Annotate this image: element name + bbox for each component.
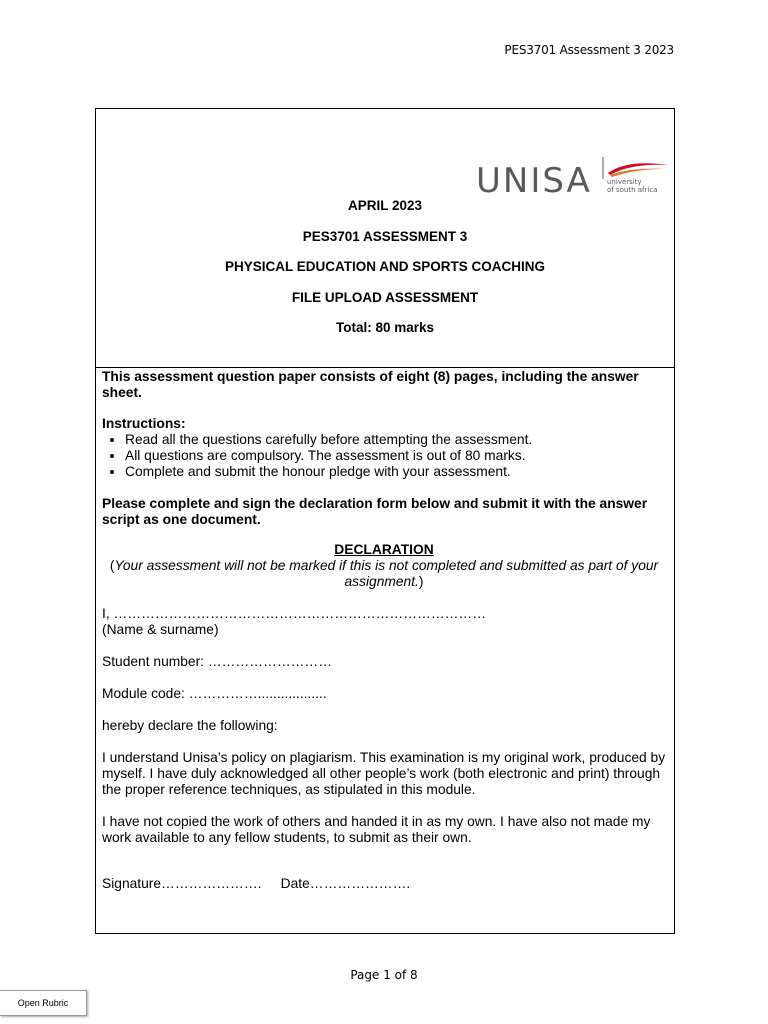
instructions-list xyxy=(102,432,666,480)
instruction-item: • All questions are compulsory. The assessment is out of 80 marks. xyxy=(125,448,666,464)
hereby-declare-text: hereby declare the following: xyxy=(102,718,278,733)
assessment-code: PES3701 ASSESSMENT 3 xyxy=(302,228,468,244)
declaration-note: (Your assessment will not be marked if this is not completed and submitted as part of your assignment.) xyxy=(109,558,659,589)
plagiarism-paragraph: I understand Unisa’s policy on plagiarism. This examination is my original work, produced by myself. I have duly acknowledged all other people’s work (both electronic and print) through the proper reference techniques, as stipulated in this module. xyxy=(102,750,666,797)
page-number: Page 1 of 8 xyxy=(350,968,418,982)
exam-date: APRIL 2023 xyxy=(347,198,423,213)
assessment-type: FILE UPLOAD ASSESSMENT xyxy=(291,289,479,305)
course-title: PHYSICAL EDUCATION AND SPORTS COACHING xyxy=(224,259,546,274)
section-divider xyxy=(96,367,674,368)
instruction-item: • Read all the questions carefully before attempting the assessment. xyxy=(125,432,666,448)
declaration-heading-row xyxy=(102,542,666,558)
instructions-heading: Instructions: xyxy=(102,416,186,431)
cover-frame xyxy=(95,108,675,934)
instructions-section xyxy=(102,369,666,892)
declaration-request: Please complete and sign the declaration form below and submit it with the answer script as one document. xyxy=(102,496,648,527)
unisa-logo xyxy=(476,157,670,201)
document-header-reference: PES3701 Assessment 3 2023 xyxy=(504,43,674,57)
module-code-line: Module code: …………….................. xyxy=(102,686,327,701)
name-line: I, ……………………………………………………………………… xyxy=(102,606,487,621)
logo-subtitle: university of south africa xyxy=(607,178,658,194)
logo-wordmark: UNISA xyxy=(476,161,592,201)
no-copying-paragraph: I have not copied the work of others and handed it in as my own. I have also not made my work available to any fellow students, to submit as their own. xyxy=(102,814,651,845)
declaration-heading: DECLARATION xyxy=(334,542,434,557)
intro-text: This assessment question paper consists of eight (8) pages, including the answer sheet. xyxy=(102,369,639,400)
title-block xyxy=(96,197,674,350)
signature-date-line xyxy=(102,876,666,892)
total-marks: Total: 80 marks xyxy=(335,320,435,335)
logo-swoosh-icon xyxy=(602,157,670,179)
date-field: Date…………………. xyxy=(280,876,411,891)
open-rubric-button[interactable]: Open Rubric xyxy=(0,990,87,1016)
signature-field: Signature…………………. xyxy=(102,876,262,891)
name-caption: (Name & surname) xyxy=(102,622,219,637)
instruction-item: • Complete and submit the honour pledge with your assessment. xyxy=(125,464,666,480)
student-number-line: Student number: ……………………… xyxy=(102,654,333,669)
